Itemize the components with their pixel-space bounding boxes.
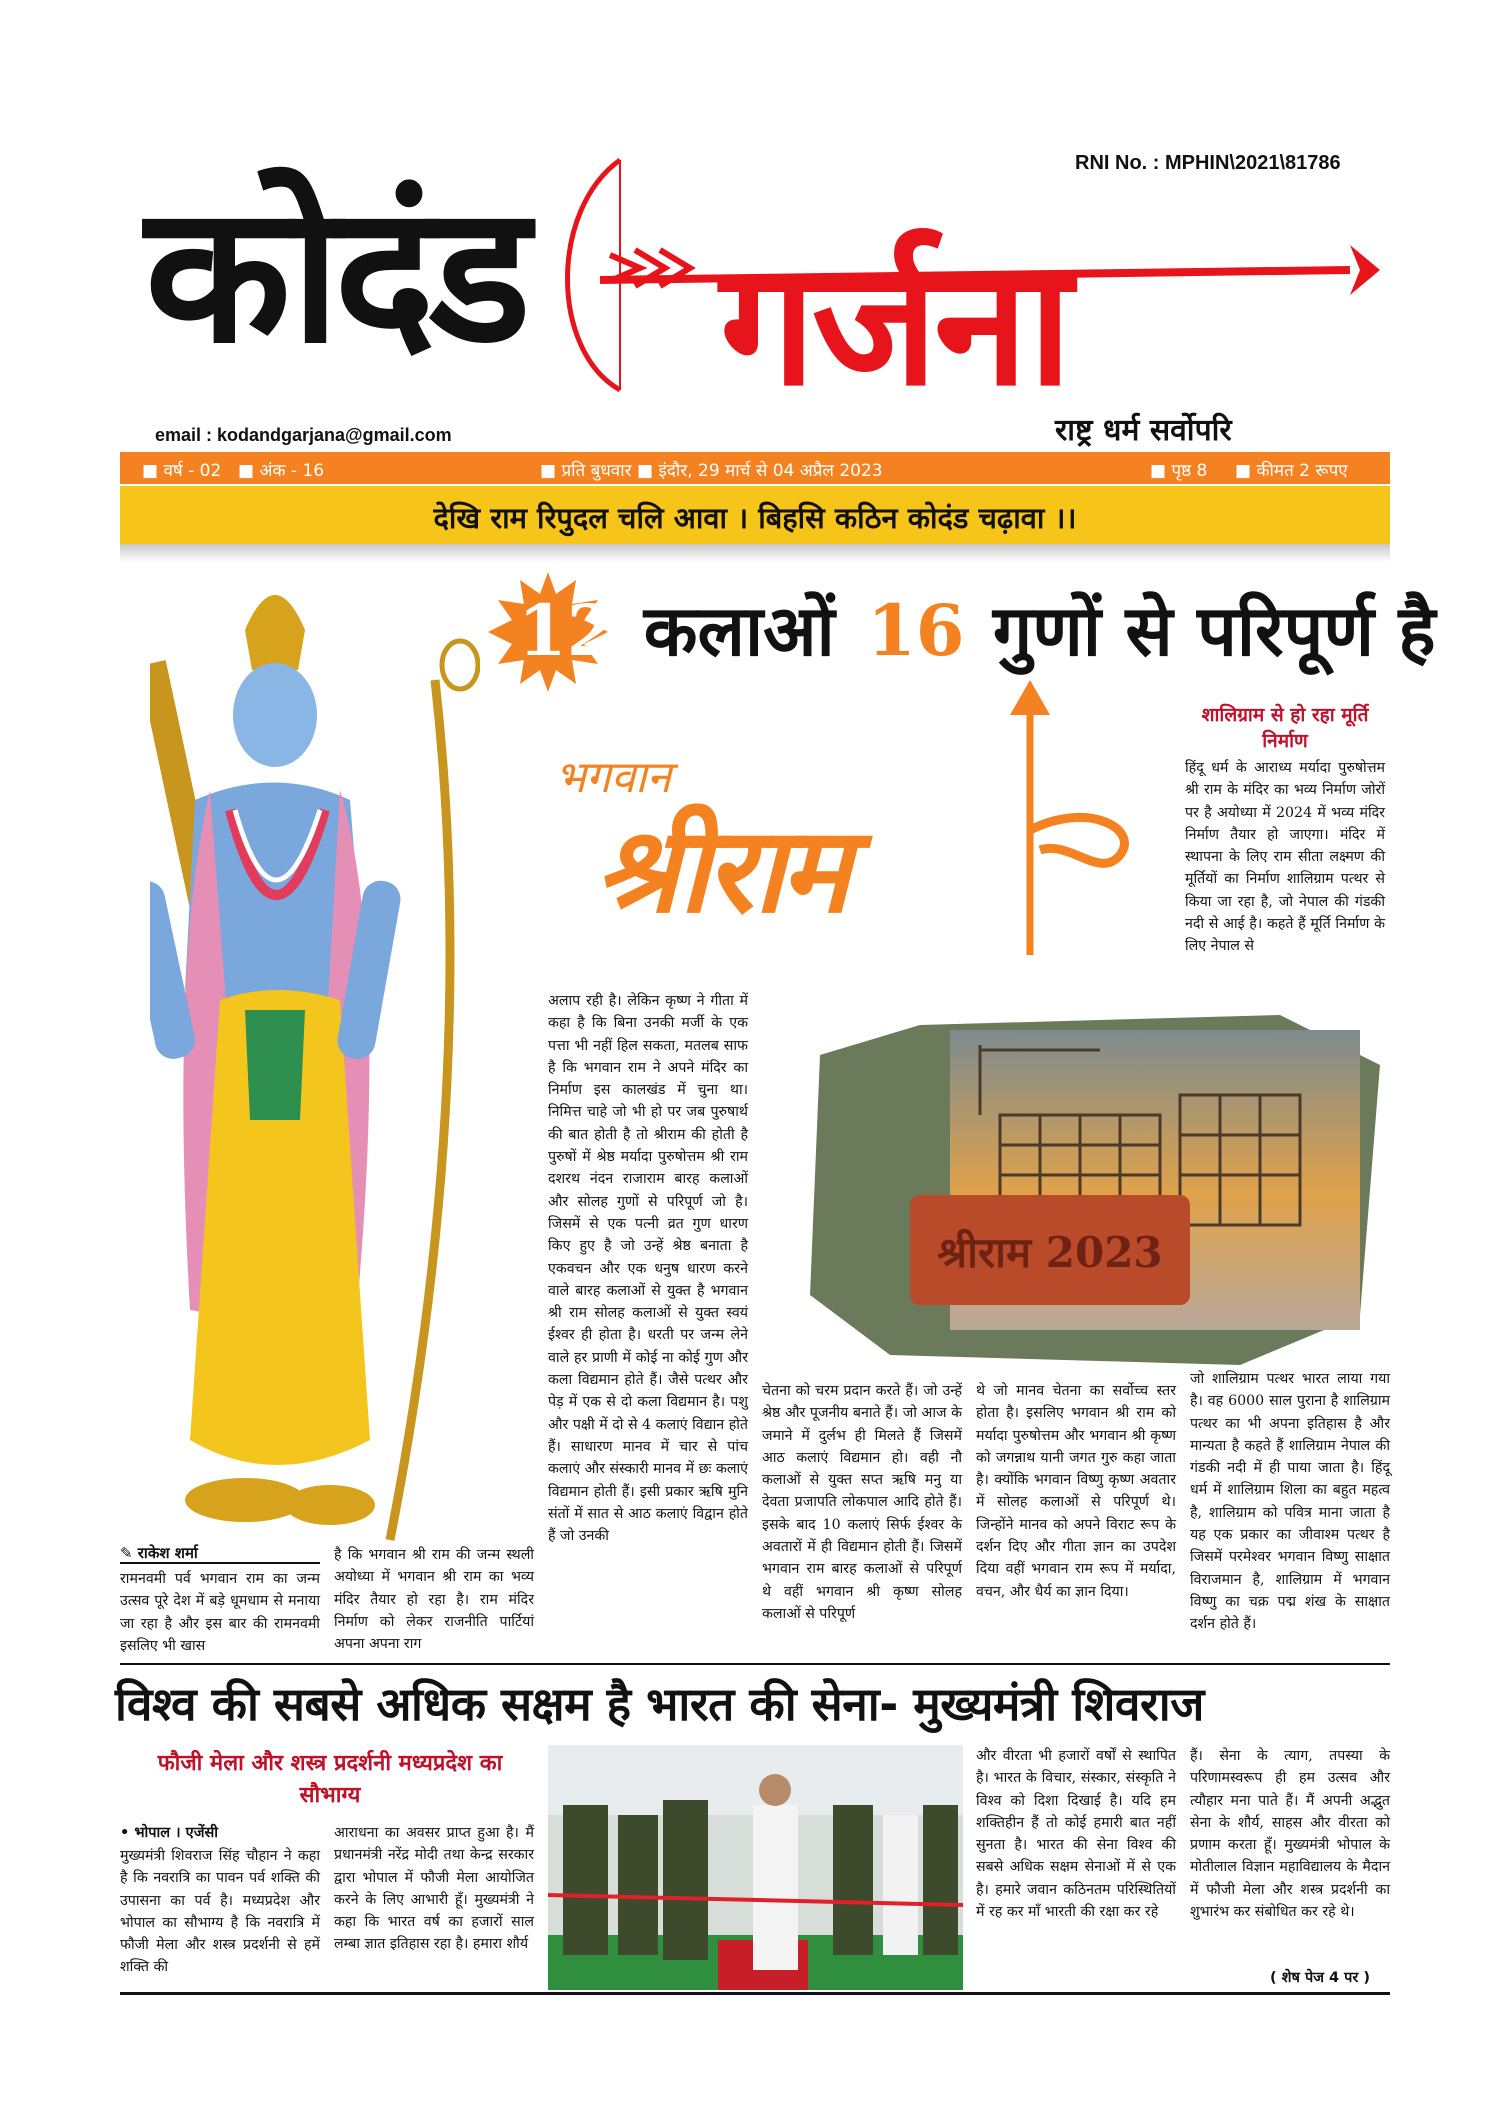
sidebar-text: हिंदू धर्म के आराध्य मर्यादा पुरुषोत्तम श्री राम के मंदिर का भव्य निर्माण जोरों पर है अयोध्या में 2024 में भव्य मंदिर निर्माण तैयार हो जाएगा। मंदिर में स्थापना के लिए राम सीता लक्ष्मण की मूर्तियों का निर्माण शालिग्राम पत्थर से किया जा रहा है, जो नेपाल की गंडकी नदी से आई है। कहते हैं मूर्ति निर्माण के लिए नेपाल से: [1185, 760, 1385, 955]
page-count: ■ पृष्ठ 8: [1150, 461, 1208, 481]
lead-column-a: रामनवमी पर्व भगवान राम का जन्म उत्सव पूरे देश में बड़े धूमधाम से मनाया जा रहा है और इस बार की रामनवमी इसलिए भी खास: [120, 1571, 320, 1654]
dateline: • भोपाल । एजेंसी: [120, 1825, 219, 1841]
sidebar-title: शालिग्राम से हो रहा मूर्ति निर्माण: [1201, 704, 1369, 752]
section-divider: [120, 1663, 1390, 1665]
lead-headline: [500, 580, 1436, 676]
second-headline: विश्व की सबसे अधिक सक्षम है भारत की सेना- मुख्यमंत्री शिवराज: [115, 1677, 1204, 1731]
masthead-title-red: गर्जना: [720, 226, 1069, 424]
brick-inscription: श्रीराम 2023: [937, 1228, 1163, 1277]
price: ■ कीमत 2 रूपए: [1235, 461, 1348, 481]
masthead-tagline: राष्ट्र धर्म सर्वोपरि: [1055, 413, 1232, 448]
headline-number-16: 16: [867, 589, 965, 672]
continued-note: ( शेष पेज 4 पर ): [1270, 1970, 1370, 1986]
quote-banner: [120, 486, 1390, 544]
byline-name: राकेश शर्मा: [137, 1544, 198, 1562]
headline-word-gunon: गुणों से परिपूर्ण है: [992, 590, 1436, 672]
pen-icon: ✎: [120, 1544, 138, 1562]
issue-date: ■ प्रति बुधवार ■ इंदौर, 29 मार्च से 04 अप्रैल 2023: [540, 461, 883, 481]
lead-column-e: जो शालिग्राम पत्थर भारत लाया गया है। वह 6000 साल पुराना है शालिग्राम पत्थर का भी अपना इतिहास है और मान्यता है कहते हैं शालिग्राम नेपाल की गंडकी नदी में ही पाया जाता है। हिंदू धर्म में शालिग्राम शिला का बहुत महत्व है, शालिग्राम को पवित्र माना जाता है यह एक प्रकार का जीवाश्म पत्थर है जिसमें परमेश्वर भगवान विष्णु साक्षात विराजमान है, शालिग्राम में भगवान विष्णु का चक्र पद्म शंख के साक्षात दर्शन होते हैं।: [1190, 1371, 1390, 1633]
logo-arrow-icon: [930, 680, 1140, 960]
bottom-rule: [120, 1992, 1390, 1995]
lead-column-mid: अलाप रही है। लेकिन कृष्ण ने गीता में कहा है कि बिना उनकी मर्जी के एक पत्ता भी नहीं हिल सकता, मतलब साफ है कि भगवान राम ने अपने मंदिर का निर्माण इस कालखंड में चुना था। निमित्त चाहे जो भी हो पर जब पुरुषार्थ की बात होती है तो श्रीराम की होती है पुरुषों में श्रेष्ठ मर्यादा पुरुषोत्तम श्री राम दशरथ नंदन राजाराम बारह कलाओं और सोलह गुणों से परिपूर्ण जो है। जिसमें से एक पत्नी व्रत गुण धारण किए हुए है जो उन्हें श्रेष्ठ बनाता है एकवचन और एक धनुष धारण करने वाले बारह कलाओं से युक्त है भगवान श्री राम सोलह कलाओं से युक्त स्वयं ईश्वर ही होता है। धरती पर जन्म लेने वाले हर प्राणी में कोई ना कोई गुण और कला विद्यमान होते हैं। जैसे पत्थर और पेड़ में एक से दो कला विद्यमान है। पशु और पक्षी में दो से 4 कलाएं विद्यान होते हैं। साधारण मानव में चार से पांच कलाएं और संस्कारी मानव में छः कलाएं विद्यमान होती हैं। इसी प्रकार ऋषि मुनि संतों में सात से आठ कलाएं विद्वान होते हैं जो उनकी: [548, 993, 748, 1545]
byline: [120, 1543, 198, 1563]
headline-word-kalaon: कलाओं: [643, 590, 835, 672]
issue-info-bar: [120, 452, 1390, 484]
lead-column-c: चेतना को चरम प्रदान करते हैं। जो उन्हें श्रेष्ठ और पूजनीय बनाते हैं। जो आज के जमाने में दुर्लभ ही मिलते हैं जिसमें आठ कलाएं विद्यमान हो। वही नौ कलाओं से युक्त सप्त ऋषि मनु या देवता प्रजापति लोकपाल आदि होते हैं। इसके बाद 10 कलाएं सिर्फ ईश्वर के अवतारों में ही विद्यमान होती हैं। जिसमें भगवान राम बारह कलाओं से परिपूर्ण थे वहीं भगवान श्री कृष्ण सोलह कलाओं से परिपूर्ण: [762, 1383, 962, 1622]
contact-email[interactable]: email : kodandgarjana@gmail.com: [155, 425, 452, 445]
lead-column-d: थे जो मानव चेतना का सर्वोच्च स्तर होता है। इसलिए भगवान श्री राम को मर्यादा पुरुषोत्तम और भगवान श्री कृष्ण को जगन्नाथ यानी जगत गुरु कहा जाता है। क्योंकि भगवान विष्णु कृष्ण अवतार में सोलह कलाओं से परिपूर्ण थे। जिन्होंने मानव को अपने विराट रूप के दर्शन दिए और गीता ज्ञान का उपदेश दिया वहीं भगवान राम रूप में मर्यादा, वचन, और धैर्य का ज्ञान दिया।: [976, 1383, 1176, 1600]
masthead-title-black: कोदंड: [145, 164, 525, 385]
rni-number: RNI No. : MPHIN\2021\81786: [1075, 152, 1341, 174]
headline-number-12: 12: [518, 589, 616, 672]
second-column-d: हैं। सेना के त्याग, तपस्या के परिणामस्वरूप ही हम उत्सव और त्यौहार मना पाते हैं। मैं अपनी अद्भुत सेना के शौर्य, साहस और वीरता को प्रणाम करता हूँ। मुख्यमंत्री भोपाल के मोतीलाल विज्ञान महाविद्यालय के मैदान में फौजी मेला और शस्त्र प्रदर्शनी का शुभारंभ कर संबोधित कर रहे थे।: [1190, 1748, 1390, 1921]
temple-construction-photo: [800, 995, 1390, 1380]
second-column-b: आराधना का अवसर प्राप्त हुआ है। मैं प्रधानमंत्री नरेंद्र मोदी तथा केन्द्र सरकार द्वारा भोपाल में फौजी मेला आयोजित करने के लिए आभारी हूँ। मुख्यमंत्री ने कहा कि भारत वर्ष का हजारों साल लम्बा ज्ञात इतिहास रहा है। हमारा शौर्य: [334, 1825, 534, 1953]
cm-ribbon-cutting-photo: [548, 1745, 963, 1990]
logo-bhagwan: भगवान: [555, 752, 671, 803]
logo-shriram: श्रीराम: [595, 801, 847, 939]
issue-year: ■ वर्ष - 02: [142, 461, 222, 481]
issue-number: ■ अंक - 16: [238, 461, 325, 481]
second-column-a: मुख्यमंत्री शिवराज सिंह चौहान ने कहा है कि नवरात्रि का पावन पर्व शक्ति की उपासना का पर्व है। मध्यप्रदेश और भोपाल का सौभाग्य है कि नवरात्रि में फौजी मेला और शस्त्र प्रदर्शनी से हमें शक्ति की: [120, 1848, 320, 1976]
second-column-c: और वीरता भी हजारों वर्षों से स्थापित है। भारत के विचार, संस्कार, संस्कृति ने विश्व को दिशा दिखाई है। यदि हम शक्तिहीन हैं तो कोई हमारी बात नहीं सुनता है। भारत की सेना विश्व की सबसे अधिक सक्षम सेनाओं में से एक है। हमारे जवान कठिनतम परिस्थितियों में रह कर माँ भारती की रक्षा कर रहे: [976, 1748, 1176, 1921]
byline-rule: [120, 1562, 320, 1564]
quote-text: देखि राम रिपुदल चलि आवा । बिहसि कठिन कोदंड चढ़ावा ।।: [433, 501, 1077, 535]
lord-ram-illustration: [150, 560, 480, 1560]
second-subhead: फौजी मेला और शस्त्र प्रदर्शनी मध्यप्रदेश का सौभाग्य: [157, 1751, 503, 1808]
lead-column-b: है कि भगवान श्री राम की जन्म स्थली अयोध्या में भगवान श्री राम का भव्य मंदिर तैयार हो रहा है। राम मंदिर निर्माण को लेकर राजनीति पार्टियां अपना अपना राग: [334, 1547, 534, 1653]
